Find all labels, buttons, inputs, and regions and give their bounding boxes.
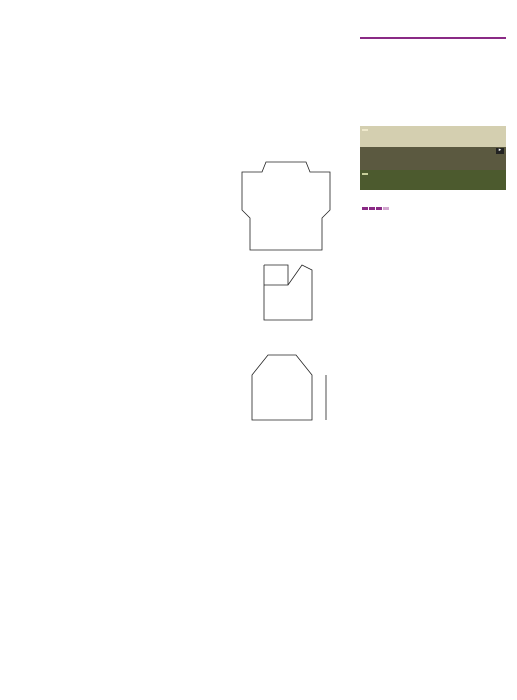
swatch-label-chunky xyxy=(362,129,368,131)
pattern-header xyxy=(360,37,506,46)
swatch-label-glitz xyxy=(362,173,368,175)
skill-level-icon xyxy=(362,197,390,215)
page-marker-icon: ▸ xyxy=(496,148,504,154)
stitch-charts xyxy=(30,504,360,674)
yarn-swatch-glitz xyxy=(360,170,506,190)
yarn-swatch-dark xyxy=(360,147,506,170)
schematic-diagrams xyxy=(202,150,358,470)
